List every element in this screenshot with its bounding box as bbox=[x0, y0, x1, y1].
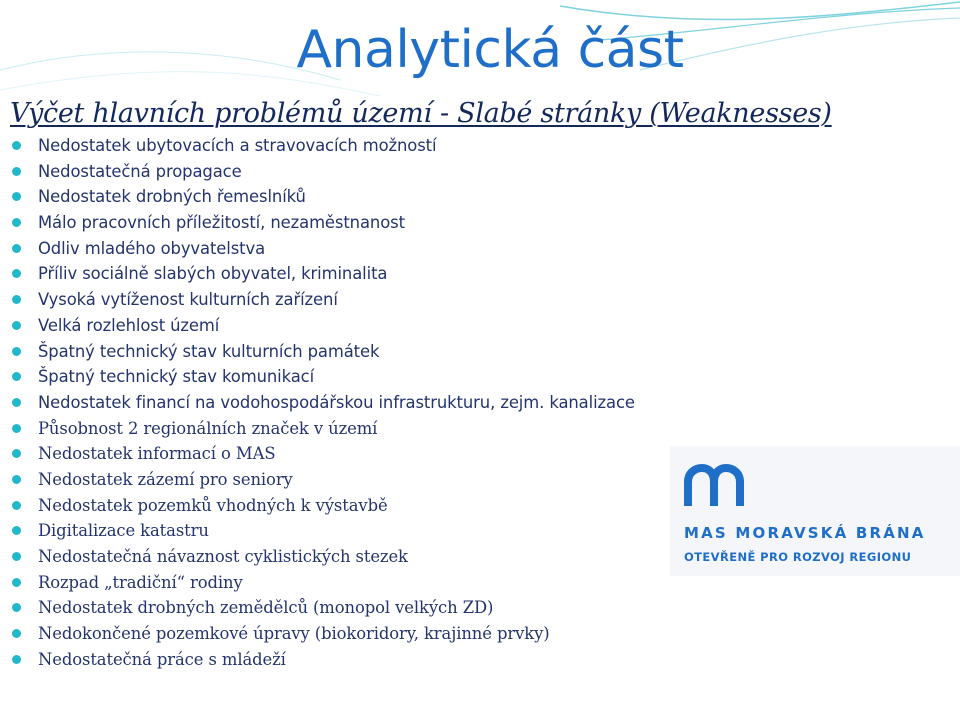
list-item bbox=[12, 416, 635, 442]
list-item bbox=[12, 518, 635, 544]
list-item bbox=[12, 339, 635, 365]
list-item-text: Působnost 2 regionálních značek v území bbox=[38, 418, 378, 438]
circle-bullet-icon bbox=[12, 372, 21, 381]
list-item bbox=[12, 236, 635, 262]
slide-subtitle: Výčet hlavních problémů území - Slabé stránky (Weaknesses) bbox=[10, 98, 832, 129]
circle-bullet-icon bbox=[12, 398, 21, 407]
circle-bullet-icon bbox=[12, 526, 21, 535]
list-item bbox=[12, 210, 635, 236]
list-item bbox=[12, 493, 635, 519]
list-item-text: Špatný technický stav kulturních památek bbox=[38, 341, 380, 361]
circle-bullet-icon bbox=[12, 141, 21, 150]
list-item-text: Velká rozlehlost území bbox=[38, 315, 220, 335]
list-item bbox=[12, 390, 635, 416]
list-item bbox=[12, 184, 635, 210]
list-item-text: Špatný technický stav komunikací bbox=[38, 367, 315, 387]
circle-bullet-icon bbox=[12, 347, 21, 356]
circle-bullet-icon bbox=[12, 269, 21, 278]
list-item bbox=[12, 595, 635, 621]
circle-bullet-icon bbox=[12, 167, 21, 176]
list-item bbox=[12, 570, 635, 596]
list-item-text: Nedostatečná návaznost cyklistických stezek bbox=[38, 547, 408, 566]
list-item-text: Odliv mladého obyvatelstva bbox=[38, 238, 266, 258]
list-item-text: Nedostatečná práce s mládeží bbox=[38, 649, 286, 669]
circle-bullet-icon bbox=[12, 449, 21, 458]
circle-bullet-icon bbox=[12, 218, 21, 227]
circle-bullet-icon bbox=[12, 424, 21, 433]
logo-name: MAS MORAVSKÁ BRÁNA bbox=[684, 524, 926, 542]
list-item-text: Nedokončené pozemkové úpravy (biokoridory, krajinné prvky) bbox=[38, 624, 550, 644]
circle-bullet-icon bbox=[12, 192, 21, 201]
circle-bullet-icon bbox=[12, 552, 21, 561]
mas-m-logo-icon bbox=[684, 464, 748, 508]
list-item-text: Nedostatek pozemků vhodných k výstavbě bbox=[38, 495, 388, 515]
circle-bullet-icon bbox=[12, 578, 21, 587]
list-item-text: Nedostatek informací o MAS bbox=[38, 444, 276, 464]
circle-bullet-icon bbox=[12, 501, 21, 510]
circle-bullet-icon bbox=[12, 295, 21, 304]
list-item-text: Příliv sociálně slabých obyvatel, kriminalita bbox=[38, 264, 388, 284]
list-item bbox=[12, 364, 635, 390]
list-item-text: Nedostatek zázemí pro seniory bbox=[38, 469, 293, 489]
mas-moravska-brana-logo bbox=[670, 446, 960, 576]
circle-bullet-icon bbox=[12, 475, 21, 484]
list-item bbox=[12, 647, 635, 673]
list-item bbox=[12, 544, 635, 570]
list-item-text: Digitalizace katastru bbox=[38, 521, 209, 541]
list-item bbox=[12, 621, 635, 647]
list-item-text: Nedostatek drobných zemědělců (monopol velkých ZD) bbox=[38, 598, 494, 618]
list-item bbox=[12, 441, 635, 467]
list-item-text: Nedostatečná propagace bbox=[38, 161, 242, 181]
list-item bbox=[12, 133, 635, 159]
list-item bbox=[12, 467, 635, 493]
slide-title: Analytická část bbox=[296, 20, 684, 80]
list-item-text: Nedostatek drobných řemeslníků bbox=[38, 187, 306, 207]
list-item-text: Málo pracovních příležitostí, nezaměstnanost bbox=[38, 213, 405, 233]
logo-tagline: OTEVŘENĚ PRO ROZVOJ REGIONU bbox=[684, 550, 912, 564]
list-item bbox=[12, 159, 635, 185]
list-item-text: Nedostatek ubytovacích a stravovacích možností bbox=[38, 136, 437, 155]
list-item-text: Rozpad „tradiční“ rodiny bbox=[38, 572, 243, 592]
list-item-text: Nedostatek financí na vodohospodářskou infrastrukturu, zejm. kanalizace bbox=[38, 392, 635, 412]
circle-bullet-icon bbox=[12, 629, 21, 638]
circle-bullet-icon bbox=[12, 244, 21, 253]
list-item-text: Vysoká vytíženost kulturních zařízení bbox=[38, 290, 338, 310]
circle-bullet-icon bbox=[12, 321, 21, 330]
list-item bbox=[12, 261, 635, 287]
circle-bullet-icon bbox=[12, 603, 21, 612]
weaknesses-list bbox=[12, 133, 635, 672]
circle-bullet-icon bbox=[12, 655, 21, 664]
list-item bbox=[12, 287, 635, 313]
list-item bbox=[12, 313, 635, 339]
